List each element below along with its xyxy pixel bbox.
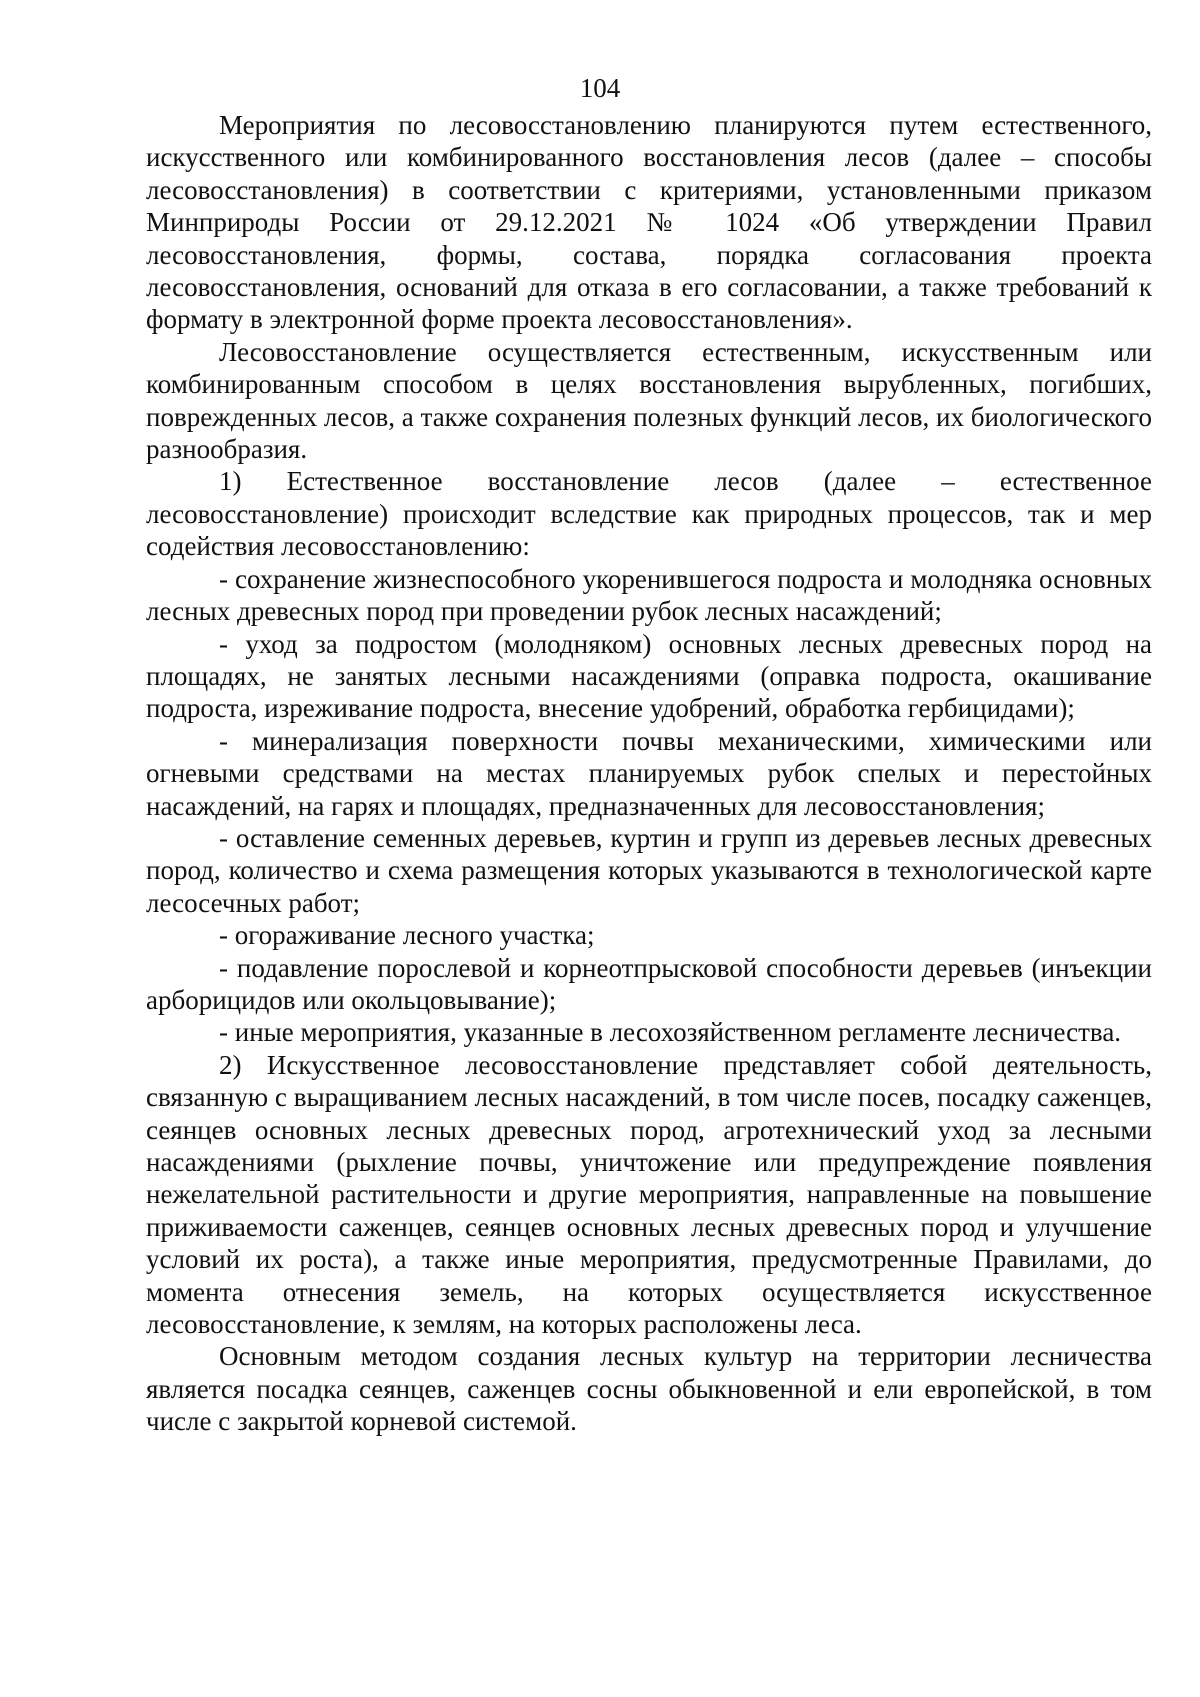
- list-item-other-measures: - иные мероприятия, указанные в лесохозяйственном регламенте лесничества.: [219, 1017, 1122, 1048]
- list-item-seed-trees: - оставление семенных деревьев, куртин и групп из деревьев лесных древесных пород, количество и схема размещения которых указываются в технологической карте лесосечных работ;: [146, 822, 1152, 918]
- paragraph-reforestation-methods: Мероприятия по лесовосстановлению планируются путем естественного, искусственного или комбинированного восстановления лесов (далее – способы лесовосстановления) в соответствии с критериями, установленными приказом Минприроды России от 29.12.2021 № 1024 «Об утверждении Правил лесовосстановления, формы, состава, порядка согласования проекта лесовосстановления, оснований для отказа в его согласовании, а также требований к формату в электронной форме проекта лесовосстановления».: [146, 110, 1152, 335]
- document-body: [146, 109, 1152, 1438]
- list-item-coppice-suppression: - подавление порослевой и корнеотпрысковой способности деревьев (инъекции арборицидов или окольцовывание);: [146, 952, 1152, 1015]
- page-number: 104: [579, 73, 621, 103]
- list-item-fencing: - огораживание лесного участка;: [219, 920, 595, 951]
- list-item-undergrowth-care: - уход за подростом (молодняком) основных лесных древесных пород на площадях, не занятых лесными насаждениями (оправка подроста, окашивание подроста, изреживание подроста, внесение удобрений, обработка гербицидами);: [146, 628, 1152, 724]
- paragraph-artificial-reforestation: 2) Искусственное лесовосстановление представляет собой деятельность, связанную с выращиванием лесных насаждений, в том числе посев, посадку саженцев, сеянцев основных лесных древесных пород, агротехнический уход за лесными насаждениями (рыхление почвы, уничтожение или предупреждение появления нежелательной растительности и другие мероприятия, направленные на повышение приживаемости саженцев, сеянцев основных лесных древесных пород и улучшение условий их роста), а также иные мероприятия, предусмотренные Правилами, до момента отнесения земель, на которых осуществляется искусственное лесовосстановление, к землям, на которых расположены леса.: [146, 1049, 1152, 1340]
- paragraph-main-method: Основным методом создания лесных культур на территории лесничества является посадка сеянцев, саженцев сосны обыкновенной и ели европейской, в том числе с закрытой корневой системой.: [146, 1341, 1152, 1437]
- list-item-undergrowth-preservation: - сохранение жизнеспособного укоренившегося подроста и молодняка основных лесных древесных пород при проведении рубок лесных насаждений;: [146, 563, 1152, 627]
- paragraph-natural-reforestation: 1) Естественное восстановление лесов (далее – естественное лесовосстановление) происходит вследствие как природных процессов, так и мер содействия лесовосстановлению:: [146, 466, 1152, 562]
- paragraph-reforestation-purpose: Лесовосстановление осуществляется естественным, искусственным или комбинированным способом в целях восстановления вырубленных, погибших, поврежденных лесов, а также сохранения полезных функций лесов, их биологического разнообразия.: [146, 336, 1152, 465]
- list-item-soil-mineralization: - минерализация поверхности почвы механическими, химическими или огневыми средствами на местах планируемых рубок спелых и перестойных насаждений, на гарях и площадях, предназначенных для лесовосстановления;: [146, 725, 1152, 821]
